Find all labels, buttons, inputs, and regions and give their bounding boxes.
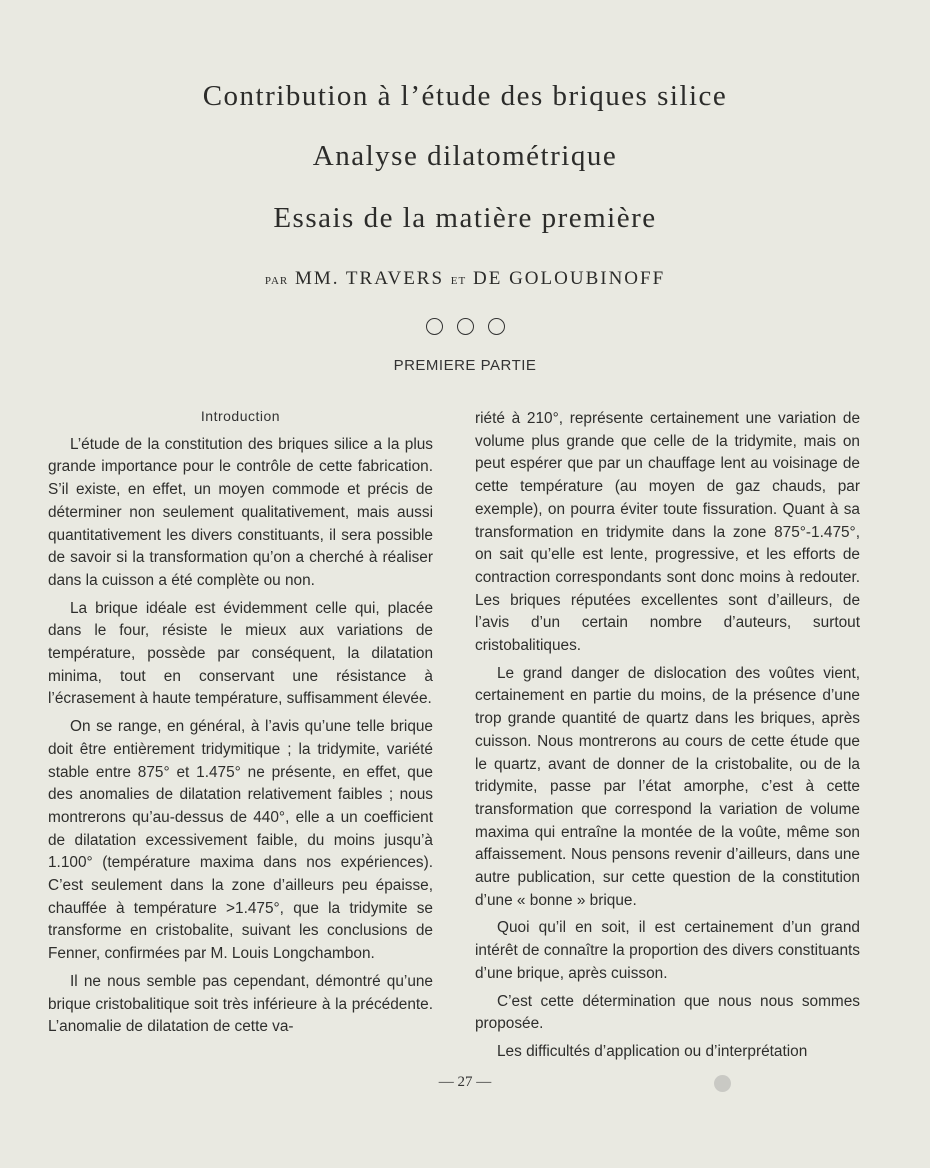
paragraph: On se range, en général, à l’avis qu’une telle brique doit être entièrement tridymitique ; la tridymite, variété stable entre 875° et 1.475° ne présente, en effet, que des anomalies de dilatation relativement faibles ; nous montrerons qu’au-dessus de 440°, elle a un coefficient de dilatation excessivement faible, du moins jusqu’à 1.100° (température maxima dans nos expériences). C’est seulement dans la zone d’ailleurs peu épaisse, chauffée à température >1.475°, que la tridymite se transforme en cristobalite, suivant les conclusions de Fenner, confirmées par M. Louis Longchambon. [48, 718, 433, 963]
paragraph: L’étude de la constitution des briques silice a la plus grande importance pour le contrôle de cette fabrication. S’il existe, en effet, un moyen commode et précis de déterminer non seulement qualitativement, mais aussi quantitativement les divers constituants, il sera possible de savoir si la transformation qu’on a cherché à réaliser dans la cuisson a été complète ou non. [48, 435, 433, 589]
circle-ornament-icon [457, 318, 474, 335]
author-byline [0, 268, 930, 290]
byline-et: ET [450, 275, 467, 287]
paragraph: Il ne nous semble pas cependant, démontré qu’une brique cristobalitique soit très inférieure à la précédente. L’anomalie de dilatation de cette va- [48, 972, 433, 1036]
byline-authors-1: MM. TRAVERS [294, 268, 445, 289]
page-number: — 27 — [438, 1074, 492, 1090]
paragraph: Quoi qu’il en soit, il est certainement d’un grand intérêt de connaître la proportion des divers constituants d’une brique, après cuisson. [475, 919, 860, 982]
ornament-row [0, 318, 930, 335]
part-heading: PREMIERE PARTIE [393, 357, 537, 374]
right-column [475, 408, 860, 1069]
section-heading: Introduction [200, 408, 281, 424]
title-line-3: Essais de la matière première [273, 202, 657, 234]
title-line-1: Contribution à l’étude des briques silice [202, 80, 728, 112]
left-column [48, 405, 433, 1044]
circle-ornament-icon [488, 318, 505, 335]
byline-authors-2: DE GOLOUBINOFF [473, 268, 666, 289]
paper-spot [714, 1075, 731, 1092]
paragraph: Les difficultés d’application ou d’interprétation [497, 1042, 808, 1060]
byline-par: PAR [264, 275, 289, 287]
paragraph: Le grand danger de dislocation des voûtes vient, certainement en partie du moins, de la présence d’une trop grande quantité de quartz dans les briques, après cuisson. Nous montrerons au cours de cette étude que le quartz, avant de donner de la cristobalite, ou de la tridymite, passe par l’état amorphe, c’est à cette transformation que correspond la variation de volume maxima qui entraîne la montée de la voûte, même son affaissement. Nous pensons revenir d’ailleurs, dans une autre publication, sur cette question de la constitution d’une « bonne » brique. [475, 664, 860, 909]
title-line-2: Analyse dilatométrique [312, 140, 618, 172]
paragraph: riété à 210°, représente certainement une variation de volume plus grande que celle de la tridymite, mais on peut espérer que par un chauffage lent au voisinage de cette température (au moyen de gaz chauds, par exemple), on pourra éviter toute fissuration. Quant à sa transformation en tridymite dans la zone 875°-1.475°, on sait qu’elle est lente, progressive, et les efforts de contraction correspondants sont donc moins à redouter. Les briques réputées excellentes sont d’ailleurs, de l’avis d’un certain nombre d’auteurs, surtout cristobalitiques. [475, 410, 860, 655]
circle-ornament-icon [426, 318, 443, 335]
paragraph: La brique idéale est évidemment celle qui, placée dans le four, résiste le mieux aux variations de température, possède par conséquent, la dilatation minima, tout en conservant une résistance à l’écrasement à haute température, suffisamment élevée. [48, 599, 433, 708]
paragraph: C’est cette détermination que nous nous sommes proposée. [475, 992, 860, 1033]
